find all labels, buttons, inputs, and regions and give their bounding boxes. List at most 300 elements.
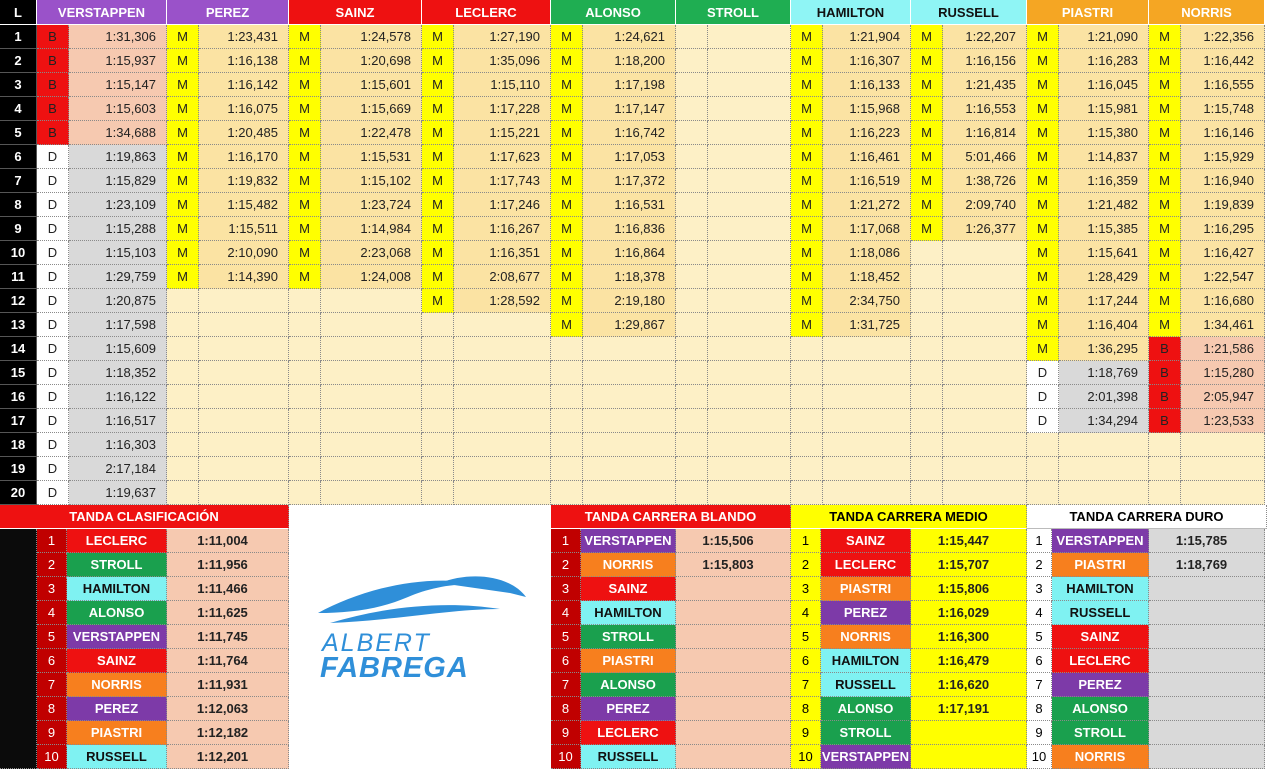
tyre-compound: M (791, 241, 823, 265)
lap-time: 1:16,170 (199, 145, 289, 169)
tyre-compound (167, 409, 199, 433)
rank-time: 1:12,201 (167, 745, 289, 769)
lap-time (454, 457, 551, 481)
lap-time: 1:22,547 (1181, 265, 1265, 289)
lap-time (708, 217, 791, 241)
lap-time (943, 241, 1027, 265)
tyre-compound: M (422, 49, 454, 73)
lap-time: 2:08,677 (454, 265, 551, 289)
lap-time: 1:15,482 (199, 193, 289, 217)
rank-driver: LECLERC (1052, 649, 1149, 673)
tyre-compound (676, 145, 708, 169)
lap-time: 2:01,398 (1059, 385, 1149, 409)
tyre-compound: B (37, 97, 69, 121)
lap-time: 1:15,288 (69, 217, 167, 241)
lap-time: 1:23,533 (1181, 409, 1265, 433)
tyre-compound: D (1027, 385, 1059, 409)
tyre-compound: M (1027, 97, 1059, 121)
header-verstappen: VERSTAPPEN (37, 0, 167, 25)
tyre-compound: M (167, 217, 199, 241)
rank-time: 1:11,764 (167, 649, 289, 673)
lap-time (199, 337, 289, 361)
tyre-compound (289, 409, 321, 433)
lap-time: 1:15,103 (69, 241, 167, 265)
lap-time: 1:19,832 (199, 169, 289, 193)
rank-time: 1:11,956 (167, 553, 289, 577)
tyre-compound (1149, 457, 1181, 481)
lap-number: 1 (0, 25, 37, 49)
tyre-compound (289, 481, 321, 505)
tyre-compound: M (1027, 145, 1059, 169)
rank-time: 1:18,769 (1149, 553, 1265, 577)
tyre-compound: M (911, 193, 943, 217)
tyre-compound: M (289, 241, 321, 265)
lap-time: 1:15,829 (69, 169, 167, 193)
tyre-compound: M (167, 25, 199, 49)
panel-title: TANDA CLASIFICACIÓN (0, 505, 289, 529)
rank-driver: HAMILTON (581, 601, 676, 625)
lap-time: 1:28,592 (454, 289, 551, 313)
rank-driver: VERSTAPPEN (67, 625, 167, 649)
tyre-compound (551, 433, 583, 457)
tyre-compound: M (289, 25, 321, 49)
lap-time: 1:16,531 (583, 193, 676, 217)
lap-time (823, 433, 911, 457)
tyre-compound: M (551, 193, 583, 217)
lap-time: 1:16,267 (454, 217, 551, 241)
rank-time (676, 673, 791, 697)
tyre-compound: M (167, 265, 199, 289)
tyre-compound: M (289, 193, 321, 217)
lap-time: 1:20,875 (69, 289, 167, 313)
lap-time: 1:16,142 (199, 73, 289, 97)
lap-time: 2:23,068 (321, 241, 422, 265)
tyre-compound: M (551, 169, 583, 193)
lap-time (1059, 481, 1149, 505)
lap-time: 2:34,750 (823, 289, 911, 313)
lap-time: 1:15,968 (823, 97, 911, 121)
lap-time: 1:19,863 (69, 145, 167, 169)
lap-time: 1:29,867 (583, 313, 676, 337)
tyre-compound (911, 433, 943, 457)
logo-line2: FABREGA (320, 652, 469, 684)
tyre-compound: M (1027, 289, 1059, 313)
tyre-compound: M (911, 49, 943, 73)
tyre-compound: M (551, 217, 583, 241)
tyre-compound: M (791, 217, 823, 241)
lap-number: 6 (0, 145, 37, 169)
rank-number: 9 (551, 721, 581, 745)
rank-time (1149, 673, 1265, 697)
tyre-compound: M (289, 169, 321, 193)
lap-time: 1:18,378 (583, 265, 676, 289)
lap-time (943, 481, 1027, 505)
rank-number: 5 (37, 625, 67, 649)
lap-time: 1:16,836 (583, 217, 676, 241)
rank-number: 5 (791, 625, 821, 649)
tyre-compound (676, 481, 708, 505)
lap-time (454, 481, 551, 505)
lap-time: 1:15,385 (1059, 217, 1149, 241)
tyre-compound (676, 433, 708, 457)
tyre-compound (167, 361, 199, 385)
tyre-compound: M (422, 265, 454, 289)
rank-time (676, 601, 791, 625)
tyre-compound: B (1149, 337, 1181, 361)
tyre-compound (422, 433, 454, 457)
lap-time: 1:18,352 (69, 361, 167, 385)
lap-time (583, 481, 676, 505)
tyre-compound: D (37, 241, 69, 265)
tyre-compound (551, 385, 583, 409)
panel-title: TANDA CARRERA BLANDO (551, 505, 791, 529)
tyre-compound (676, 313, 708, 337)
tyre-compound (676, 25, 708, 49)
tyre-compound: M (1149, 49, 1181, 73)
lap-time: 1:15,380 (1059, 121, 1149, 145)
tyre-compound: M (791, 289, 823, 313)
rank-driver: LECLERC (67, 529, 167, 553)
rank-time: 1:15,803 (676, 553, 791, 577)
tyre-compound: M (422, 289, 454, 313)
tyre-compound (791, 409, 823, 433)
lap-time (708, 169, 791, 193)
tyre-compound (676, 97, 708, 121)
tyre-compound (911, 313, 943, 337)
lap-time (943, 265, 1027, 289)
lap-time (199, 289, 289, 313)
rank-driver: ALONSO (821, 697, 911, 721)
rank-number: 5 (551, 625, 581, 649)
rank-number: 5 (1027, 625, 1052, 649)
lap-time: 1:15,609 (69, 337, 167, 361)
lap-time: 1:16,553 (943, 97, 1027, 121)
lap-time: 1:35,096 (454, 49, 551, 73)
tyre-compound: M (791, 145, 823, 169)
lap-time: 1:14,984 (321, 217, 422, 241)
lap-time: 1:16,156 (943, 49, 1027, 73)
tyre-compound: M (1027, 313, 1059, 337)
panel-side-bar (0, 529, 37, 769)
lap-time: 1:16,133 (823, 73, 911, 97)
lap-time: 1:24,008 (321, 265, 422, 289)
tyre-compound (551, 337, 583, 361)
tyre-compound: B (1149, 385, 1181, 409)
lap-number: 16 (0, 385, 37, 409)
rank-number: 6 (37, 649, 67, 673)
rank-number: 6 (791, 649, 821, 673)
lap-time: 1:15,641 (1059, 241, 1149, 265)
tyre-compound: M (911, 145, 943, 169)
lap-time: 1:23,724 (321, 193, 422, 217)
header-leclerc: LECLERC (422, 0, 551, 25)
lap-time: 2:05,947 (1181, 385, 1265, 409)
tyre-compound: M (167, 49, 199, 73)
tyre-compound (422, 481, 454, 505)
rank-driver: NORRIS (1052, 745, 1149, 769)
tyre-compound: M (551, 73, 583, 97)
tyre-compound (422, 409, 454, 433)
rank-number: 1 (551, 529, 581, 553)
rank-time (676, 697, 791, 721)
rank-time (676, 649, 791, 673)
tyre-compound: M (1027, 337, 1059, 361)
tyre-compound: M (289, 121, 321, 145)
rank-driver: VERSTAPPEN (821, 745, 911, 769)
lap-time (321, 457, 422, 481)
lap-time (708, 457, 791, 481)
lap-time (943, 409, 1027, 433)
rank-time: 1:15,447 (911, 529, 1027, 553)
lap-time: 1:15,603 (69, 97, 167, 121)
lap-time: 1:16,223 (823, 121, 911, 145)
tyre-compound (1027, 433, 1059, 457)
rank-time: 1:11,745 (167, 625, 289, 649)
rank-time (1149, 601, 1265, 625)
lap-time: 1:16,303 (69, 433, 167, 457)
lap-time: 1:16,864 (583, 241, 676, 265)
lap-time: 1:15,102 (321, 169, 422, 193)
rank-driver: PIASTRI (581, 649, 676, 673)
tyre-compound (422, 385, 454, 409)
lap-time: 1:14,837 (1059, 145, 1149, 169)
tyre-compound (289, 457, 321, 481)
rank-time: 1:16,479 (911, 649, 1027, 673)
tyre-compound: M (422, 217, 454, 241)
lap-number: 13 (0, 313, 37, 337)
tyre-compound: M (551, 97, 583, 121)
tyre-compound: M (1149, 313, 1181, 337)
lap-time (943, 361, 1027, 385)
lap-number: 17 (0, 409, 37, 433)
rank-driver: HAMILTON (1052, 577, 1149, 601)
rank-driver: SAINZ (1052, 625, 1149, 649)
lap-time (823, 481, 911, 505)
rank-time (911, 721, 1027, 745)
tyre-compound (676, 361, 708, 385)
tyre-compound: M (791, 265, 823, 289)
tyre-compound (791, 481, 823, 505)
rank-number: 9 (37, 721, 67, 745)
rank-number: 7 (37, 673, 67, 697)
lap-time: 1:16,146 (1181, 121, 1265, 145)
tyre-compound: M (167, 169, 199, 193)
rank-driver: PIASTRI (67, 721, 167, 745)
tyre-compound (551, 361, 583, 385)
rank-number: 7 (791, 673, 821, 697)
rank-time: 1:15,506 (676, 529, 791, 553)
rank-time (1149, 721, 1265, 745)
tyre-compound (791, 457, 823, 481)
tyre-compound (911, 481, 943, 505)
tyre-compound: M (791, 73, 823, 97)
rank-time: 1:12,063 (167, 697, 289, 721)
lap-time (708, 97, 791, 121)
tyre-compound: M (551, 241, 583, 265)
tyre-compound (1149, 481, 1181, 505)
tyre-compound: M (422, 193, 454, 217)
rank-time (1149, 577, 1265, 601)
tyre-compound (167, 457, 199, 481)
lap-time: 1:18,086 (823, 241, 911, 265)
lap-time: 1:21,586 (1181, 337, 1265, 361)
lap-time: 1:26,377 (943, 217, 1027, 241)
tyre-compound: M (167, 241, 199, 265)
tyre-compound: M (791, 193, 823, 217)
lap-time: 1:17,068 (823, 217, 911, 241)
lap-time: 1:23,109 (69, 193, 167, 217)
lap-time: 1:16,295 (1181, 217, 1265, 241)
lap-number: 14 (0, 337, 37, 361)
tyre-compound: M (1149, 25, 1181, 49)
tyre-compound: M (167, 121, 199, 145)
lap-time: 1:16,351 (454, 241, 551, 265)
tyre-compound (676, 193, 708, 217)
tyre-compound (551, 481, 583, 505)
tyre-compound (289, 361, 321, 385)
lap-time (708, 409, 791, 433)
tyre-compound (551, 409, 583, 433)
lap-time: 1:34,688 (69, 121, 167, 145)
lap-time: 1:23,431 (199, 25, 289, 49)
tyre-compound: D (37, 361, 69, 385)
header-alonso: ALONSO (551, 0, 676, 25)
lap-time: 1:18,200 (583, 49, 676, 73)
tyre-compound: M (167, 73, 199, 97)
lap-time: 1:16,517 (69, 409, 167, 433)
tyre-compound: M (422, 241, 454, 265)
tyre-compound: M (791, 25, 823, 49)
lap-time: 2:19,180 (583, 289, 676, 313)
tyre-compound: M (422, 169, 454, 193)
lap-time: 1:16,940 (1181, 169, 1265, 193)
rank-number: 3 (37, 577, 67, 601)
lap-time (943, 337, 1027, 361)
tyre-compound: M (1149, 217, 1181, 241)
rank-number: 8 (1027, 697, 1052, 721)
tyre-compound (551, 457, 583, 481)
tyre-compound (422, 457, 454, 481)
rank-time (1149, 697, 1265, 721)
lap-time: 1:16,138 (199, 49, 289, 73)
tyre-compound: M (1149, 73, 1181, 97)
tyre-compound: M (551, 265, 583, 289)
rank-time: 1:11,004 (167, 529, 289, 553)
lap-time: 1:16,461 (823, 145, 911, 169)
tyre-compound: M (1027, 169, 1059, 193)
tyre-compound (289, 433, 321, 457)
rank-number: 10 (1027, 745, 1052, 769)
rank-time: 1:16,300 (911, 625, 1027, 649)
lap-number: 11 (0, 265, 37, 289)
tyre-compound (676, 49, 708, 73)
lap-time (321, 409, 422, 433)
lap-number: 19 (0, 457, 37, 481)
rank-time (676, 745, 791, 769)
rank-number: 9 (791, 721, 821, 745)
tyre-compound: M (1149, 289, 1181, 313)
tyre-compound: M (422, 25, 454, 49)
lap-time (708, 337, 791, 361)
tyre-compound: M (791, 121, 823, 145)
rank-time: 1:15,707 (911, 553, 1027, 577)
lap-time (583, 433, 676, 457)
lap-time: 1:16,427 (1181, 241, 1265, 265)
rank-number: 4 (37, 601, 67, 625)
header-lap: L (0, 0, 37, 25)
tyre-compound: D (37, 457, 69, 481)
tyre-compound: D (37, 481, 69, 505)
rank-driver: RUSSELL (67, 745, 167, 769)
lap-time: 1:22,207 (943, 25, 1027, 49)
rank-driver: LECLERC (581, 721, 676, 745)
tyre-compound: M (422, 97, 454, 121)
tyre-compound (911, 289, 943, 313)
rank-driver: PEREZ (581, 697, 676, 721)
tyre-compound: M (1149, 193, 1181, 217)
tyre-compound (676, 241, 708, 265)
tyre-compound (422, 313, 454, 337)
rank-number: 4 (551, 601, 581, 625)
tyre-compound: M (422, 121, 454, 145)
lap-time: 1:21,904 (823, 25, 911, 49)
lap-time: 1:16,359 (1059, 169, 1149, 193)
tyre-compound: M (167, 97, 199, 121)
lap-time: 5:01,466 (943, 145, 1027, 169)
tyre-compound (676, 457, 708, 481)
rank-number: 4 (791, 601, 821, 625)
tyre-compound: B (1149, 409, 1181, 433)
rank-time: 1:17,191 (911, 697, 1027, 721)
logo-line1: ALBERT (322, 629, 431, 657)
lap-time (583, 337, 676, 361)
lap-number: 5 (0, 121, 37, 145)
lap-time (708, 193, 791, 217)
tyre-compound: B (37, 73, 69, 97)
tyre-compound (791, 337, 823, 361)
lap-time: 1:15,748 (1181, 97, 1265, 121)
rank-time: 1:16,620 (911, 673, 1027, 697)
lap-time: 1:16,075 (199, 97, 289, 121)
rank-number: 2 (551, 553, 581, 577)
tyre-compound: M (167, 193, 199, 217)
header-norris: NORRIS (1149, 0, 1265, 25)
lap-time (321, 385, 422, 409)
lap-time: 1:15,601 (321, 73, 422, 97)
tyre-compound: B (37, 25, 69, 49)
lap-time (708, 289, 791, 313)
tyre-compound: M (911, 121, 943, 145)
rank-driver: NORRIS (581, 553, 676, 577)
rank-number: 3 (791, 577, 821, 601)
tyre-compound: M (551, 289, 583, 313)
lap-time: 1:21,435 (943, 73, 1027, 97)
lap-time (1181, 433, 1265, 457)
lap-time (823, 361, 911, 385)
lap-time: 1:17,053 (583, 145, 676, 169)
tyre-compound (167, 433, 199, 457)
lap-time (321, 313, 422, 337)
lap-time (1059, 457, 1149, 481)
lap-time (321, 433, 422, 457)
lap-time: 1:17,147 (583, 97, 676, 121)
rank-time (676, 721, 791, 745)
rank-number: 10 (37, 745, 67, 769)
tyre-compound: M (911, 217, 943, 241)
rank-time: 1:16,029 (911, 601, 1027, 625)
lap-time (708, 481, 791, 505)
lap-time (823, 337, 911, 361)
